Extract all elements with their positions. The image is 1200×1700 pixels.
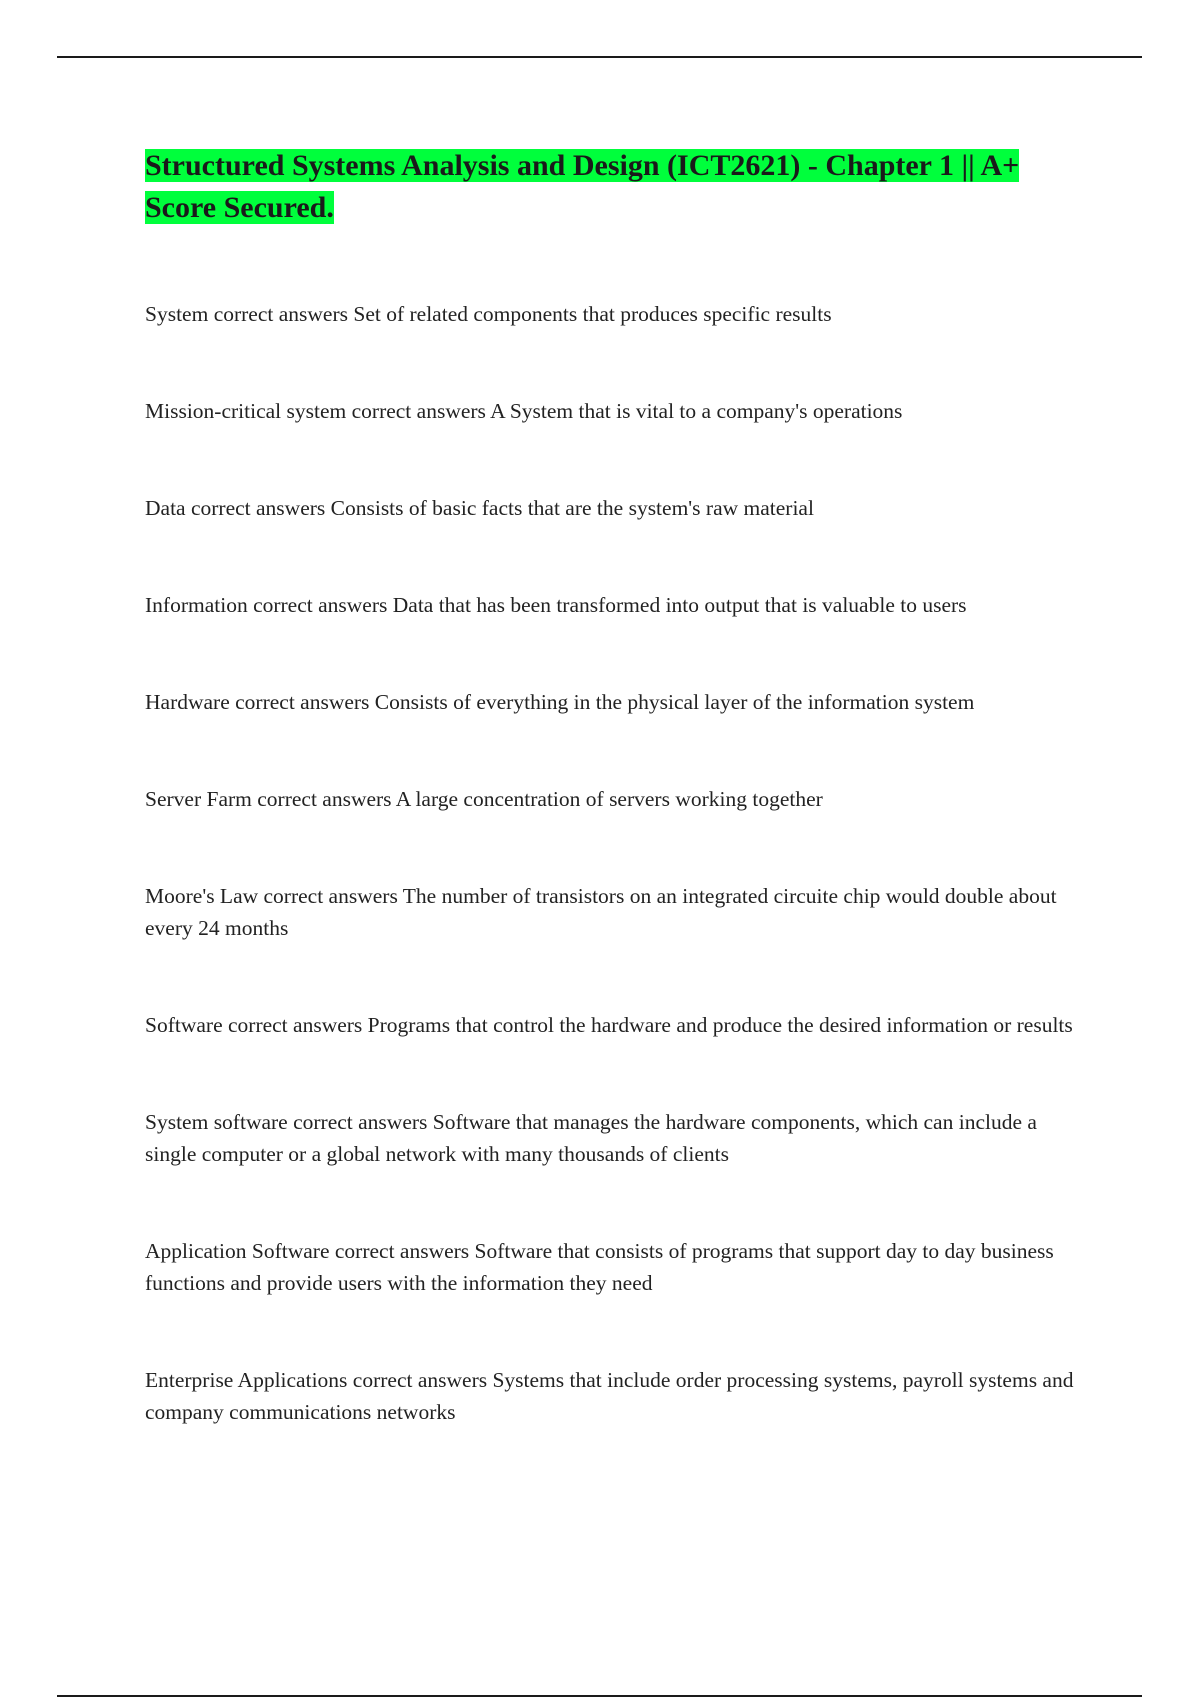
definition-entry: Server Farm correct answers A large concentration of servers working together	[145, 787, 823, 811]
definition-entry: Hardware correct answers Consists of everything in the physical layer of the information system	[145, 690, 975, 714]
document-title	[145, 145, 1090, 229]
definition-list	[145, 298, 1090, 1428]
header-rule	[57, 56, 1142, 58]
definition-entry: Mission-critical system correct answers A System that is vital to a company's operations	[145, 399, 903, 423]
definition-entry: Enterprise Applications correct answers Systems that include order processing systems, payroll systems and company communications networks	[145, 1368, 1074, 1424]
definition-entry: Data correct answers Consists of basic facts that are the system's raw material	[145, 496, 814, 520]
title-highlight: Structured Systems Analysis and Design (ICT2621) - Chapter 1 || A+ Score Secured.	[145, 149, 1020, 224]
document-body	[145, 145, 1090, 1428]
definition-entry: Moore's Law correct answers The number of transistors on an integrated circuite chip would double about every 24 months	[145, 884, 1057, 940]
definition-entry: Application Software correct answers Software that consists of programs that support day to day business functions and provide users with the information they need	[145, 1239, 1054, 1295]
footer-rule	[57, 1695, 1142, 1697]
definition-entry: Software correct answers Programs that control the hardware and produce the desired information or results	[145, 1013, 1073, 1037]
definition-entry: System correct answers Set of related components that produces specific results	[145, 302, 832, 326]
definition-entry: System software correct answers Software that manages the hardware components, which can include a single computer or a global network with many thousands of clients	[145, 1110, 1037, 1166]
definition-entry: Information correct answers Data that has been transformed into output that is valuable to users	[145, 593, 967, 617]
